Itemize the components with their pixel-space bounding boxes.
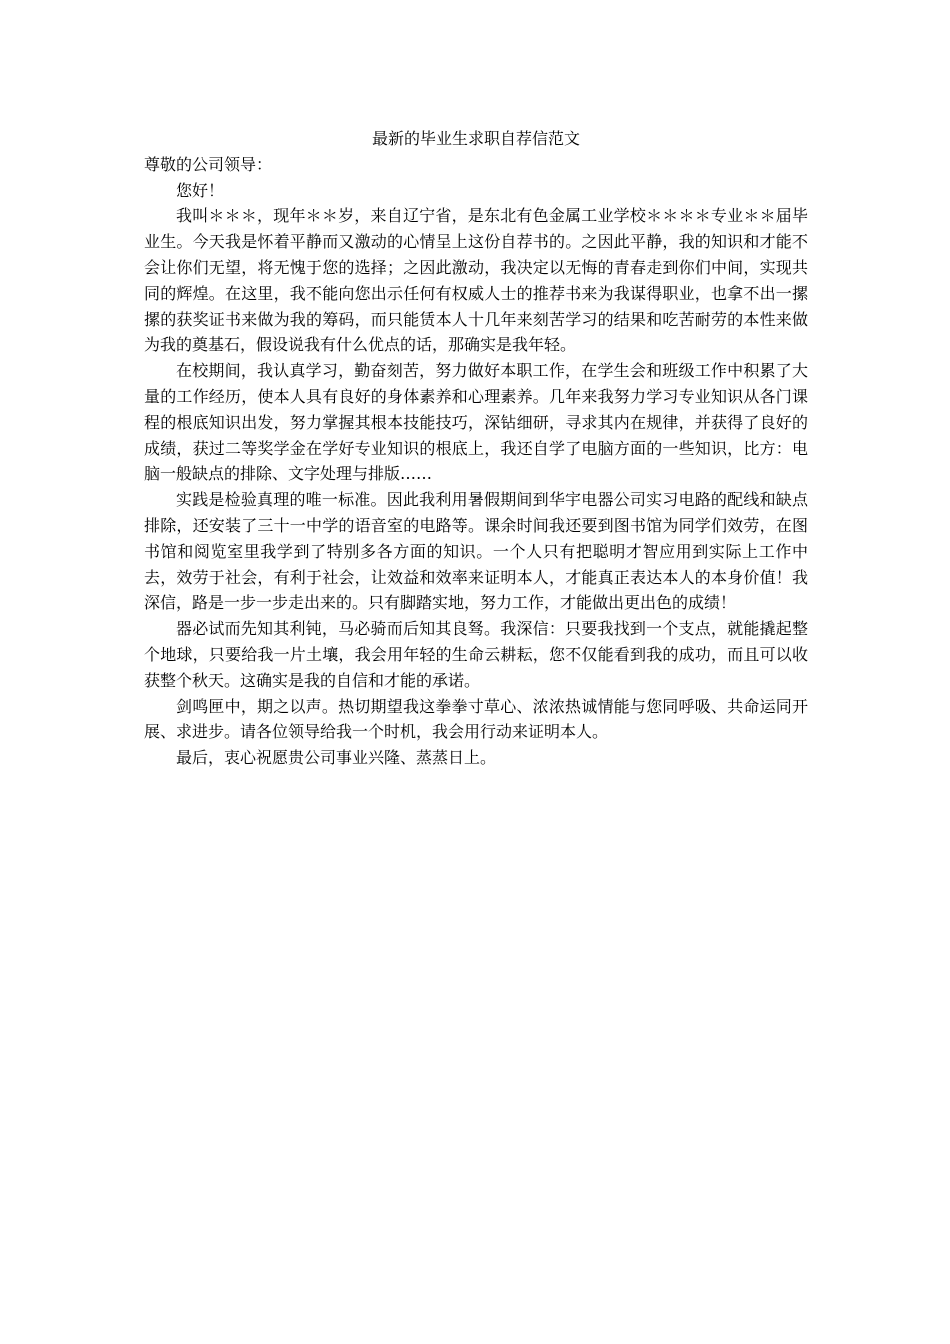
introduction-paragraph: 我叫＊＊＊，现年＊＊岁，来自辽宁省，是东北有色金属工业学校＊＊＊＊专业＊＊届毕业生。今天我是怀着平静而又激动的心情呈上这份自荐书的。之因此平静，我的知识和才能不会让你们无望，将无愧于您的选择；之因此激动，我决定以无悔的青春走到你们中间，实现共同的辉煌。在这里，我不能向您出示任何有权威人士的推荐书来为我谋得职业，也拿不出一摞摞的获奖证书来做为我的筹码，而只能赁本人十几年来刻苦学习的结果和吃苦耐劳的本性来做为我的奠基石，假设说我有什么优点的话，那确实是我年轻。 bbox=[144, 206, 808, 355]
request-paragraph: 剑鸣匣中，期之以声。热切期望我这拳拳寸草心、浓浓热诚情能与您同呼吸、共命运同开展、求进步。请各位领导给我一个时机，我会用行动来证明本人。 bbox=[144, 696, 808, 742]
document-title: 最新的毕业生求职自荐信范文 bbox=[371, 129, 580, 148]
practice-paragraph: 实践是检验真理的唯一标准。因此我利用暑假期间到华宇电器公司实习电路的配线和缺点排除，还安装了三十一中学的语音室的电路等。课余时间我还要到图书馆为同学们效劳，在图书馆和阅览室里我学到了特别多各方面的知识。一个人只有把聪明才智应用到实际上工作中去，效劳于社会，有利于社会，让效益和效率来证明本人，才能真正表达本人的本身价值！我深信，路是一步一步走出来的。只有脚踏实地，努力工作，才能做出更出色的成绩！ bbox=[144, 490, 808, 613]
closing-paragraph: 最后，衷心祝愿贵公司事业兴隆、蒸蒸日上。 bbox=[176, 748, 497, 768]
confidence-paragraph: 器必试而先知其利钝，马必骑而后知其良驽。我深信：只要我找到一个支点，就能撬起整个地球，只要给我一片土壤，我会用年轻的生命云耕耘，您不仅能看到我的成功，而且可以收获整个秋天。这确实是我的自信和才能的承诺。 bbox=[144, 619, 808, 690]
greeting-paragraph: 您好！ bbox=[176, 180, 225, 200]
salutation: 尊敬的公司领导： bbox=[144, 154, 273, 174]
school-period-paragraph: 在校期间，我认真学习，勤奋刻苦，努力做好本职工作，在学生会和班级工作中积累了大量的工作经历，使本人具有良好的身体素养和心理素养。几年来我努力学习专业知识从各门课程的根底知识出发，努力掌握其根本技能技巧，深钻细研，寻求其内在规律，并获得了良好的成绩，获过二等奖学金在学好专业知识的根底上，我还自学了电脑方面的一些知识，比方：电脑一般缺点的排除、文字处理与排版…… bbox=[144, 361, 808, 484]
letter-page bbox=[144, 126, 808, 771]
